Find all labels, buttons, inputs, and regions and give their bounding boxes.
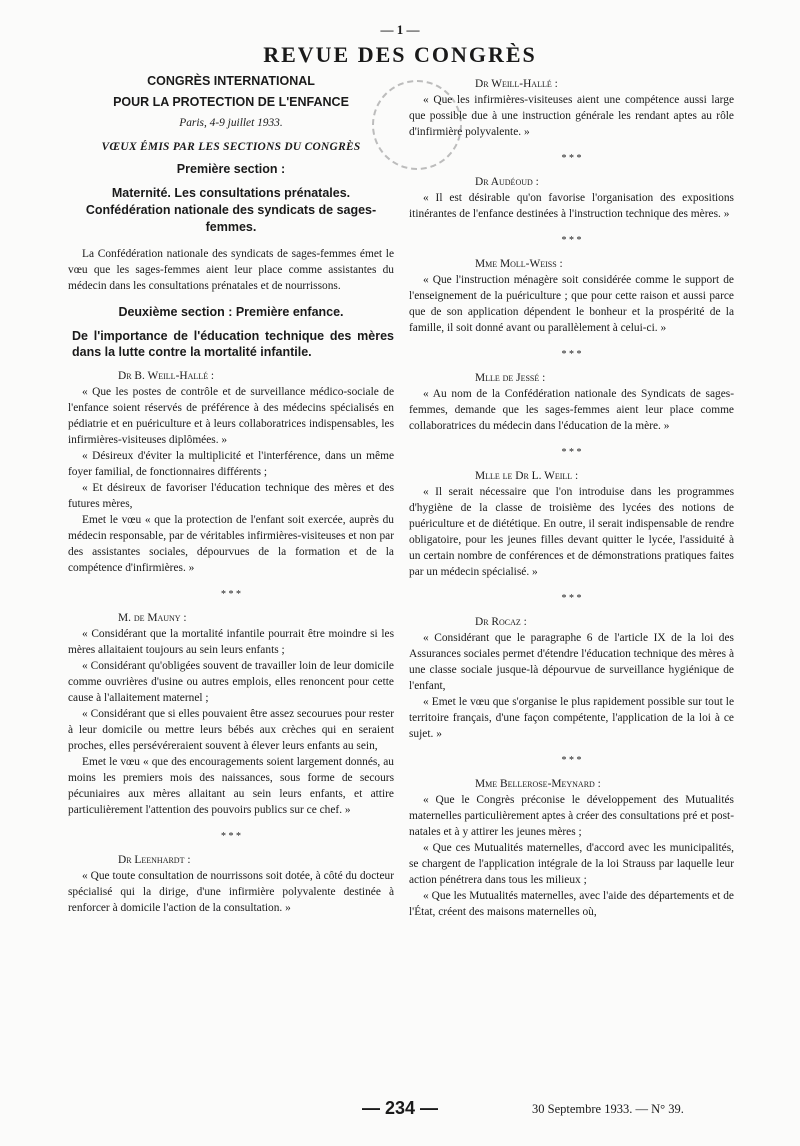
- paragraph: Emet le vœu « que des encouragements soient largement donnés, au moins les premiers mois des naissances, sous forme de secours pécuniaires aux mères allaitant au sein leurs enfants, et attire particulièrement l'attention des pouvoirs publics sur ce chef. »: [68, 756, 394, 816]
- section1-subtitle: Maternité. Les consultations prénatales. Confédération nationale des syndicats de sages-femmes.: [85, 186, 377, 234]
- separator-stars: * * *: [561, 447, 582, 458]
- paragraph: « Que le Congrès préconise le développement des Mutualités maternelles particulièrement aptes à créer des consultations pré et post-natales et à y attirer les jeunes mères ;: [409, 794, 734, 838]
- place-date: Paris, 4-9 juillet 1933.: [179, 117, 283, 129]
- footer-date: 30 Septembre 1933. — N° 39.: [532, 1102, 684, 1116]
- separator-stars: * * *: [561, 235, 582, 246]
- left-column: [68, 72, 394, 916]
- congress-line1: CONGRÈS INTERNATIONAL: [147, 74, 315, 88]
- paragraph: « Considérant que si elles pouvaient être assez secourues pour rester à leur domicile ou mettre leurs bébés aux crèches qui en seraient proches, elles persévéreraient souvent à élever leurs enfants au sein,: [68, 708, 394, 752]
- paragraph: « Il serait nécessaire que l'on introduise dans les programmes d'hygiène de la classe de troisième des lycées des notions de puériculture et de diététique. En outre, il serait indispensable de rendre obligatoire, pour les jeunes filles devant quitter le lycée, l'assiduité à un certain nombre de conférences et de démonstrations pratiques faites par un médecin spécialisé. »: [409, 486, 734, 578]
- paragraph: « Que ces Mutualités maternelles, d'accord avec les municipalités, se chargent de l'application intégrale de la loi Strauss par laquelle leur action pénétrera dans tous les milieux ;: [409, 842, 734, 886]
- speaker-name: Dr Weill-Hallé :: [475, 78, 558, 90]
- speaker-name: M. de Mauny :: [118, 612, 187, 624]
- section2-subtitle: De l'importance de l'éducation technique des mères dans la lutte contre la mortalité infantile.: [72, 329, 394, 359]
- speaker-name: Dr Leenhardt :: [118, 854, 191, 866]
- paragraph: « Que toute consultation de nourrissons soit dotée, à côté du docteur spécialisé qui la dirige, d'une infirmière polyvalente destinée à renforcer à domicile l'action de la consultation. »: [68, 870, 394, 914]
- congress-line2: POUR LA PROTECTION DE L'ENFANCE: [113, 95, 349, 109]
- paragraph: « Que les postes de contrôle et de surveillance médico-sociale de l'enfance soient réservés de préférence à des médecins spécialisés en pédiatrie et en puériculture et à leurs collaboratrices indispensables, les infirmières-visiteuses diplômées. »: [68, 386, 394, 446]
- footer-page-number: — 234 —: [361, 1098, 439, 1118]
- paragraph: « Désireux d'éviter la multiplicité et l'interférence, dans un même foyer familial, de fonctionnaires différents ;: [68, 450, 394, 478]
- paragraph: « Que les Mutualités maternelles, avec l'aide des départements et de l'État, créent des maisons maternelles où,: [409, 890, 734, 918]
- paragraph: « Considérant que le paragraphe 6 de l'article IX de la loi des Assurances sociales permet d'étendre l'éducation technique des mères à une classe sociale jusque-là dépourvue de surveillance hygiénique de l'enfant,: [409, 632, 734, 692]
- speaker-name: Mme Bellerose-Meynard :: [475, 778, 601, 790]
- paragraph: « Considérant qu'obligées souvent de travailler loin de leur domicile comme ouvrières d'usine ou autres emplois, elles renoncent pour cette cause à l'allaitement maternel ;: [68, 660, 394, 704]
- paragraph: « Et désireux de favoriser l'éducation technique des mères et des futures mères,: [68, 482, 394, 510]
- section2-heading: Deuxième section : Première enfance.: [118, 305, 344, 319]
- separator-stars: * * *: [561, 593, 582, 604]
- speaker-name: Dr Audéoud :: [475, 176, 539, 188]
- paragraph: « Au nom de la Confédération nationale des Syndicats de sages-femmes, demande que les sages-femmes aient leur place comme collaboratrices du médecin dans l'éducation de la mère. »: [409, 388, 734, 432]
- paragraph: Emet le vœu « que la protection de l'enfant soit exercée, auprès du médecin responsable, par de véritables infirmières-visiteuses et non par des assistantes sociales, dépourvues de la formation et de la compétence d'infirmières. »: [68, 514, 394, 574]
- separator-stars: * * *: [221, 831, 241, 842]
- right-column: [409, 72, 734, 920]
- paragraph: La Confédération nationale des syndicats de sages-femmes émet le vœu que les sages-femmes aient leur place comme assistantes du médecin dans les consultations prénatales et de nourrissons.: [68, 248, 394, 292]
- page-title: REVUE DES CONGRÈS: [263, 42, 537, 67]
- paragraph: « Considérant que la mortalité infantile pourrait être moindre si les mères allaitaient toujours au sein leurs enfants ;: [68, 628, 394, 656]
- voeux-title: VŒUX ÉMIS PAR LES SECTIONS DU CONGRÈS: [101, 141, 361, 153]
- paragraph: « Que l'instruction ménagère soit considérée comme le support de l'enseignement de la puériculture ; que pour cette raison et aussi parce que de son application dépendent le bonheur et la prospérité de la famille, il soit donné avant ou parallèlement à celui-ci. »: [409, 274, 734, 334]
- speaker-name: Mme Moll-Weiss :: [475, 258, 563, 270]
- separator-stars: * * *: [561, 755, 582, 766]
- speaker-name: Dr Rocaz :: [475, 616, 527, 628]
- paragraph: « Il est désirable qu'on favorise l'organisation des expositions itinérantes de l'enfance destinées à l'instruction technique des mères. »: [409, 192, 734, 220]
- separator-stars: * * *: [561, 153, 582, 164]
- paragraph: « Que les infirmières-visiteuses aient une compétence aussi large que possible due à une instruction générale les rendant aptes au rôle d'infirmière polyvalente. »: [409, 94, 734, 138]
- separator-stars: * * *: [561, 349, 582, 360]
- speaker-name: Mlle le Dr L. Weill :: [475, 470, 579, 482]
- paragraph: « Emet le vœu que s'organise le plus rapidement possible sur tout le territoire français, d'une façon compétente, l'application de la loi à ce sujet. »: [409, 696, 734, 740]
- speaker-name: Dr B. Weill-Hallé :: [118, 370, 215, 382]
- page-top-number: — 1 —: [380, 22, 420, 37]
- separator-stars: * * *: [221, 589, 241, 600]
- section1-heading: Première section :: [176, 162, 286, 176]
- speaker-name: Mlle de Jessé :: [475, 372, 546, 384]
